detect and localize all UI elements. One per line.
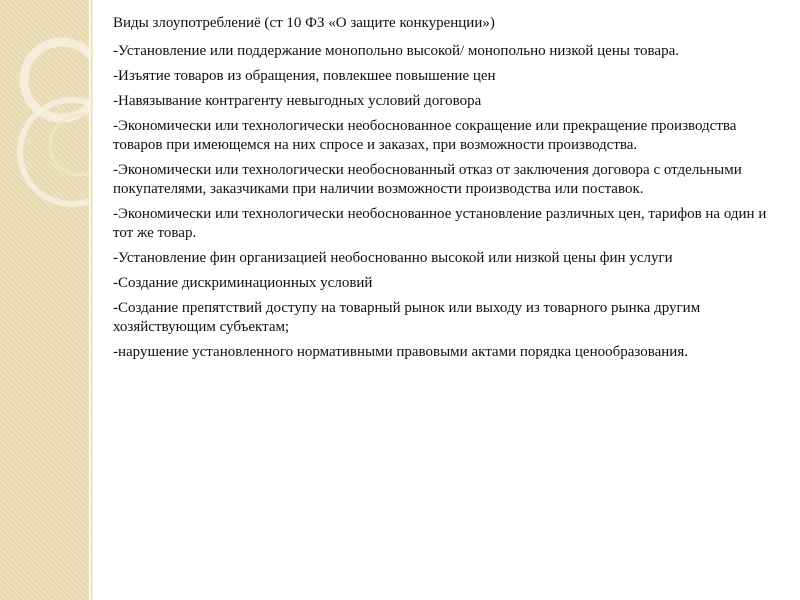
slide-body (113, 14, 768, 368)
sidebar-divider (90, 0, 93, 600)
list-item: -Установление или поддержание монопольно высокой/ монопольно низкой цены товара. (113, 43, 680, 59)
list-item: -Навязывание контрагенту невыгодных условий договора (113, 93, 482, 109)
list-item: -Экономически или технологически необоснованное сокращение или прекращение производства товаров при имеющемся на них спросе и заказах, при возможности производства. (113, 118, 737, 153)
list-item: -нарушение установленного нормативными правовыми актами порядка ценообразования. (113, 344, 688, 360)
list-item: -Установление фин организацией необоснованно высокой или низкой цены фин услуги (113, 250, 673, 266)
list-item: -Создание препятствий доступу на товарный рынок или выходу из товарного рынка другим хозяйствующим субъектам; (113, 300, 701, 335)
slide-title: Виды злоупотреблениё (ст 10 ФЗ «О защите конкуренции») (113, 15, 495, 31)
ring-ornament-icon (0, 0, 89, 600)
list-item: -Экономически или технологически необоснованный отказ от заключения договора с отдельными покупателями, заказчиками при наличии возможности производства или поставок. (113, 162, 742, 197)
list-item: -Изъятие товаров из обращения, повлекшее повышение цен (113, 68, 496, 84)
list-item: -Экономически или технологически необоснованное установление различных цен, тарифов на один и тот же товар. (113, 206, 767, 241)
decorative-sidebar (0, 0, 89, 600)
list-item: -Создание дискриминационных условий (113, 275, 373, 291)
